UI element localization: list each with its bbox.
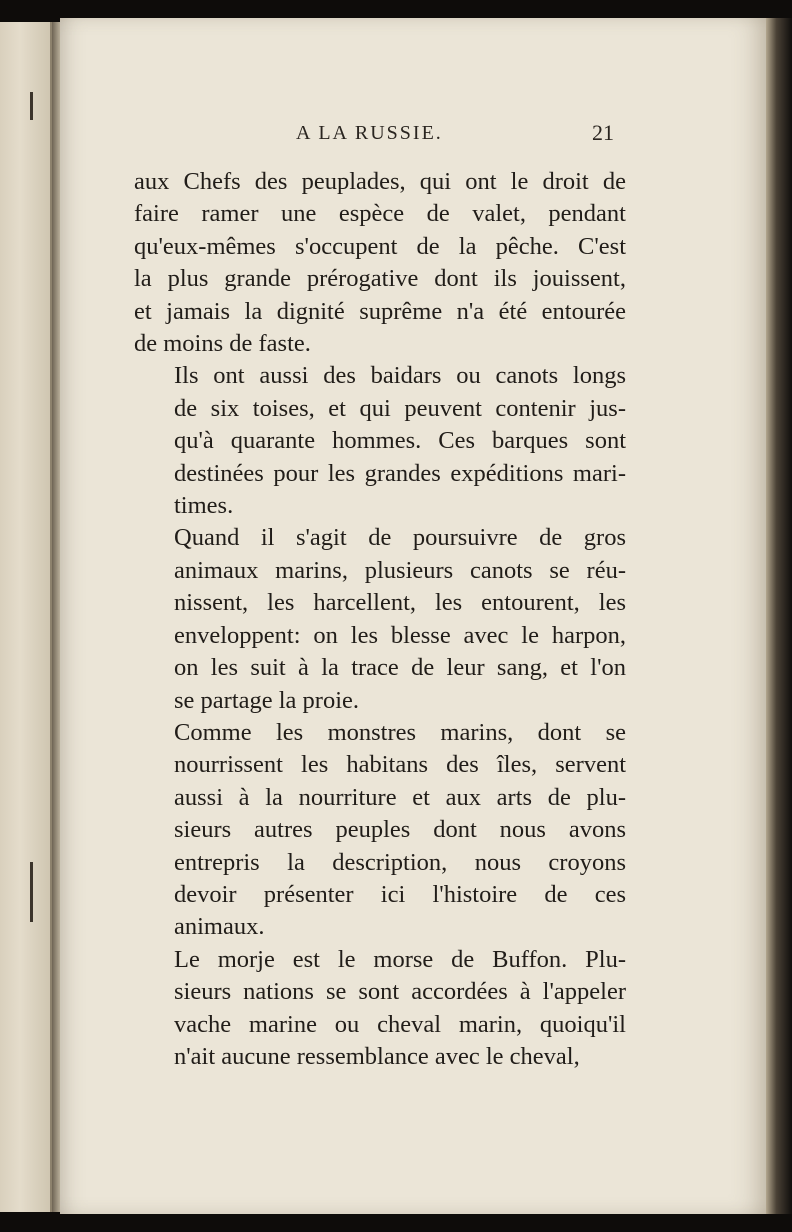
text-line: Comme les monstres marins, dont se bbox=[174, 718, 626, 746]
text-line: vache marine ou cheval marin, quoiqu'il bbox=[174, 1010, 626, 1038]
text-line: Quand il s'agit de poursuivre de gros bbox=[174, 524, 626, 552]
text-line: entrepris la description, nous croyons bbox=[174, 848, 626, 876]
page-fore-edge bbox=[766, 18, 792, 1214]
text-line: et jamais la dignité suprême n'a été entourée bbox=[134, 297, 626, 325]
text-line: aux Chefs des peuplades, qui ont le droit de bbox=[134, 168, 626, 195]
text-line: enveloppent: on les blesse avec le harpon, bbox=[174, 621, 626, 649]
paragraph bbox=[134, 522, 626, 716]
text-line: sieurs autres peuples dont nous avons bbox=[174, 816, 626, 844]
text-line: times. bbox=[174, 492, 234, 520]
text-line: la plus grande prérogative dont ils jouissent, bbox=[134, 265, 626, 293]
text-line: devoir présenter ici l'histoire de ces bbox=[174, 880, 626, 908]
paragraph bbox=[134, 717, 626, 944]
text-line: qu'à quarante hommes. Ces barques sont bbox=[174, 427, 626, 455]
text-line: nissent, les harcellent, les entourent, les bbox=[174, 589, 626, 617]
paragraph bbox=[134, 166, 626, 360]
text-line: on les suit à la trace de leur sang, et l'on bbox=[174, 654, 626, 682]
paragraph bbox=[134, 944, 626, 1074]
text-line: Ils ont aussi des baidars ou canots longs bbox=[174, 362, 626, 390]
text-line: qu'eux-mêmes s'occupent de la pêche. C'est bbox=[134, 232, 626, 260]
running-title: A LA RUSSIE. bbox=[296, 122, 443, 144]
text-line: Le morje est le morse de Buffon. Plu- bbox=[174, 945, 626, 973]
text-line: destinées pour les grandes expéditions mari- bbox=[174, 459, 626, 487]
facing-page-edge bbox=[0, 22, 52, 1212]
paragraph bbox=[134, 360, 626, 522]
text-line: animaux marins, plusieurs canots se réu- bbox=[174, 556, 626, 584]
text-line: faire ramer une espèce de valet, pendant bbox=[134, 200, 626, 228]
text-line: n'ait aucune ressemblance avec le cheval, bbox=[174, 1042, 580, 1070]
text-line: de moins de faste. bbox=[134, 330, 311, 358]
text-line: animaux. bbox=[174, 913, 265, 941]
facing-page-ink-mark bbox=[30, 862, 33, 922]
page-number: 21 bbox=[592, 120, 614, 145]
text-line: de six toises, et qui peuvent contenir jus- bbox=[174, 394, 626, 422]
text-line: sieurs nations se sont accordées à l'appeler bbox=[174, 978, 626, 1006]
text-line: aussi à la nourriture et aux arts de plu- bbox=[174, 783, 626, 811]
facing-page-ink-mark bbox=[30, 92, 33, 120]
body-text bbox=[134, 166, 626, 1073]
text-line: se partage la proie. bbox=[174, 686, 360, 714]
book-gutter bbox=[52, 22, 60, 1212]
text-line: nourrissent les habitans des îles, servent bbox=[174, 751, 626, 779]
